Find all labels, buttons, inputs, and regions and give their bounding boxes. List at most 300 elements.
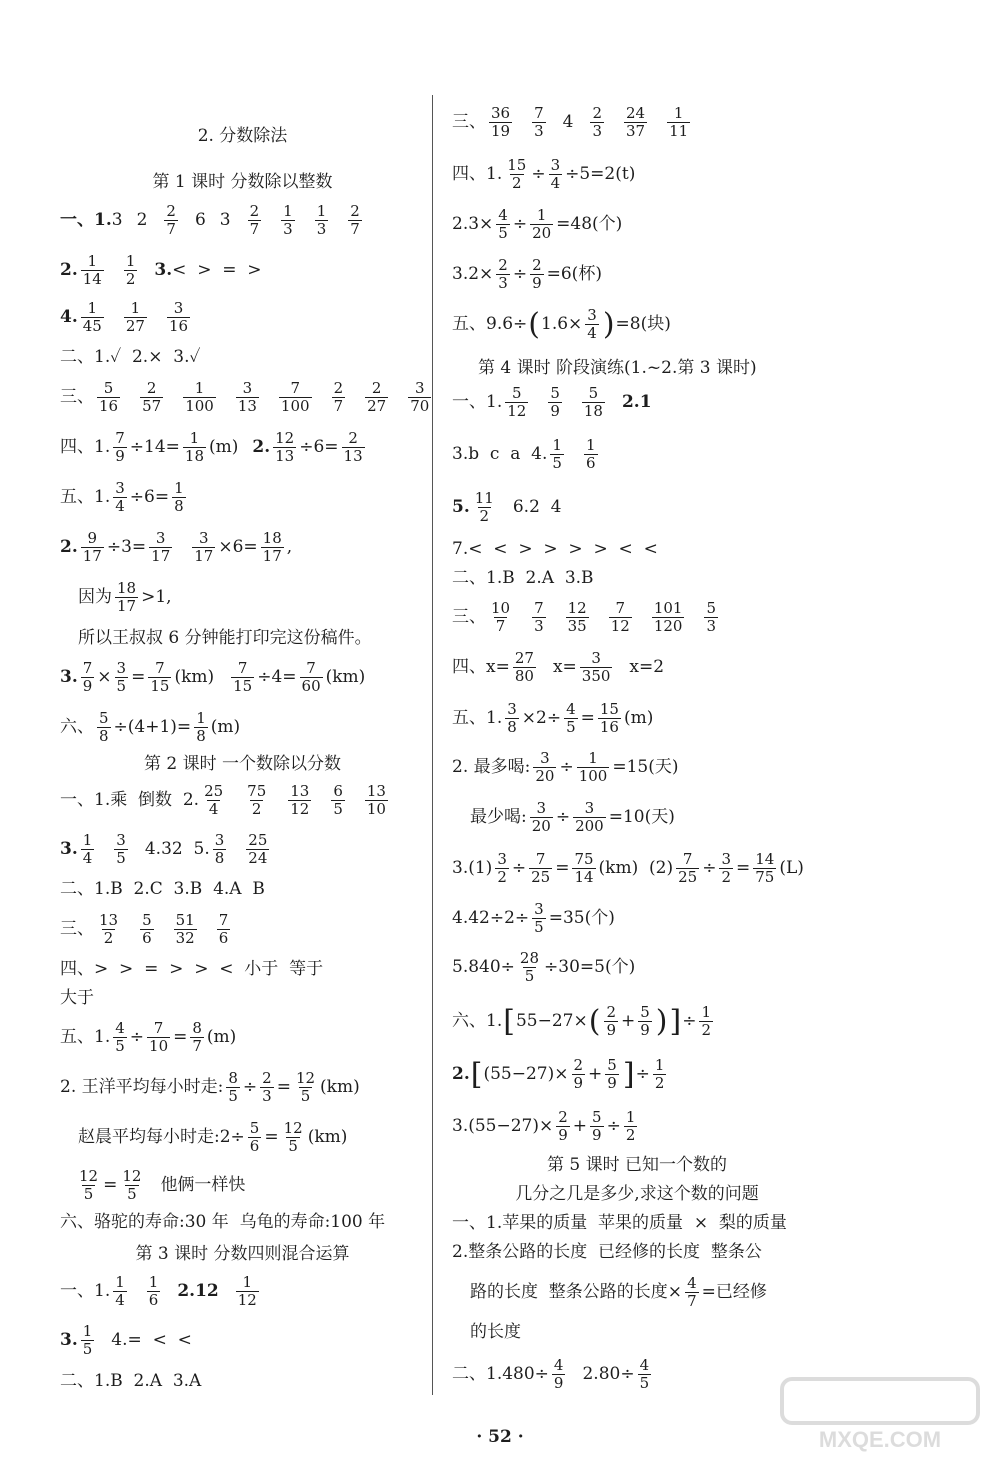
numerator: 2 bbox=[262, 1069, 272, 1087]
answer-text: 2. bbox=[252, 437, 271, 458]
fraction bbox=[532, 901, 546, 937]
numerator: 1 bbox=[654, 1056, 665, 1074]
denominator: 3 bbox=[534, 617, 544, 636]
denominator: 20 bbox=[532, 224, 552, 243]
fraction bbox=[81, 660, 95, 696]
l2-q11: 六、骆驼的寿命:30 年 乌龟的寿命:100 年 bbox=[60, 1212, 386, 1232]
fraction bbox=[572, 851, 595, 887]
denominator: 17 bbox=[194, 547, 214, 566]
l1-q8 bbox=[60, 480, 189, 516]
answer-text: (m) bbox=[623, 708, 654, 729]
answer-text: ÷ bbox=[531, 164, 546, 185]
answer-text: >1, bbox=[141, 587, 172, 608]
denominator: 8 bbox=[99, 727, 109, 746]
answer-text: (km) bbox=[174, 667, 215, 688]
answer-text: = bbox=[276, 1077, 291, 1098]
denominator: 7 bbox=[495, 617, 506, 636]
denominator: 5 bbox=[83, 1185, 94, 1204]
answer-text: 五、1. bbox=[60, 487, 111, 508]
answer-text: 2. 最多喝: bbox=[452, 757, 531, 778]
denominator: 7 bbox=[192, 1037, 202, 1056]
answer-text: (m) bbox=[210, 717, 241, 738]
denominator: 19 bbox=[491, 122, 511, 141]
answer-text: 四、x= bbox=[452, 657, 510, 678]
numerator: 3 bbox=[414, 379, 425, 397]
l2-q2 bbox=[60, 832, 272, 868]
answer-text: 一、1. bbox=[60, 210, 112, 231]
numerator: 11 bbox=[474, 489, 494, 507]
answer-text: (m) bbox=[206, 1027, 237, 1048]
denominator: 5 bbox=[116, 849, 126, 868]
numerator: 1 bbox=[701, 1003, 712, 1021]
denominator: 5 bbox=[82, 1340, 93, 1359]
answer-text: 3. bbox=[154, 260, 173, 281]
l5-q5 bbox=[452, 1357, 654, 1393]
denominator: 16 bbox=[99, 397, 119, 416]
answer-text: =15(天) bbox=[612, 757, 679, 778]
numerator: 1 bbox=[552, 436, 562, 454]
fraction bbox=[279, 380, 312, 416]
numerator: 7 bbox=[306, 659, 316, 677]
lesson-5-title-line2: 几分之几是多少,求这个数的问题 bbox=[515, 1184, 759, 1204]
fraction bbox=[174, 912, 197, 948]
open-bracket-big: [ bbox=[470, 1056, 483, 1092]
denominator: 5 bbox=[639, 1374, 650, 1393]
fraction bbox=[115, 580, 138, 616]
answer-text: 2. bbox=[60, 537, 78, 558]
fraction bbox=[294, 1070, 317, 1106]
answer-text: 三、 bbox=[60, 387, 94, 408]
denominator: 25 bbox=[678, 868, 698, 887]
numerator: 4 bbox=[553, 1356, 564, 1374]
numerator: 25 bbox=[248, 831, 268, 849]
denominator: 3 bbox=[592, 122, 603, 141]
l3-q3: 二、1.B 2.A 3.A bbox=[60, 1371, 202, 1391]
column-divider bbox=[432, 95, 433, 1395]
answer-text: (m) bbox=[209, 437, 239, 458]
denominator: 100 bbox=[280, 397, 310, 416]
numerator: 7 bbox=[237, 659, 248, 677]
r-q2 bbox=[452, 157, 635, 193]
denominator: 6 bbox=[148, 1291, 159, 1310]
page-number: · 52 · bbox=[476, 1427, 524, 1447]
answer-text: ÷ bbox=[511, 858, 527, 879]
numerator: 75 bbox=[247, 782, 267, 800]
fraction bbox=[552, 1357, 566, 1393]
numerator: 13 bbox=[366, 782, 386, 800]
numerator: 3 bbox=[587, 306, 597, 324]
answer-text: =35(个) bbox=[548, 908, 615, 929]
numerator: 1 bbox=[242, 1273, 253, 1291]
numerator: 5 bbox=[592, 1108, 602, 1126]
denominator: 6 bbox=[142, 929, 152, 948]
r-q5 bbox=[452, 307, 671, 343]
fraction bbox=[172, 480, 186, 516]
denominator: 7 bbox=[333, 397, 344, 416]
answer-text: ÷ bbox=[559, 757, 574, 778]
fraction bbox=[530, 207, 553, 243]
answer-text: (km) bbox=[320, 1077, 360, 1098]
numerator: 7 bbox=[534, 599, 544, 617]
numerator: 7 bbox=[535, 850, 546, 868]
denominator: 60 bbox=[301, 677, 321, 696]
numerator: 7 bbox=[218, 911, 229, 929]
l1-q11: 所以王叔叔 6 分钟能打印完这份稿件。 bbox=[78, 628, 372, 648]
right-column bbox=[452, 0, 822, 1471]
fraction bbox=[77, 1168, 100, 1204]
fraction bbox=[530, 800, 553, 836]
answer-text: 3.(55−27)× bbox=[452, 1116, 554, 1137]
answer-text: = bbox=[555, 858, 570, 879]
numerator: 5 bbox=[706, 599, 717, 617]
answer-text: ÷(4+1)= bbox=[113, 717, 192, 738]
denominator: 5 bbox=[116, 677, 127, 696]
answer-text: =48(个) bbox=[556, 214, 623, 235]
answer-text: 6.2 4 bbox=[512, 497, 562, 518]
answer-text: x= bbox=[552, 657, 577, 678]
denominator: 17 bbox=[82, 547, 102, 566]
l4-q7 bbox=[452, 650, 664, 686]
numerator: 28 bbox=[519, 949, 540, 967]
denominator: 12 bbox=[290, 800, 310, 819]
numerator: 1 bbox=[148, 1273, 159, 1291]
numerator: 7 bbox=[153, 1019, 164, 1037]
numerator: 7 bbox=[155, 659, 165, 677]
denominator: 70 bbox=[410, 397, 430, 416]
fraction bbox=[590, 105, 604, 141]
denominator: 5 bbox=[524, 967, 535, 986]
answer-text: ÷ bbox=[635, 1064, 650, 1085]
denominator: 18 bbox=[184, 447, 204, 466]
answer-text: 2. bbox=[60, 260, 78, 281]
answer-text: 一、1. bbox=[452, 392, 503, 413]
answer-text: 2 bbox=[136, 210, 148, 231]
numerator: 36 bbox=[491, 104, 511, 122]
answer-text: ÷6= bbox=[299, 437, 339, 458]
answer-text: 三、 bbox=[60, 919, 94, 940]
denominator: 17 bbox=[262, 547, 282, 566]
fraction bbox=[624, 105, 647, 141]
answer-text: ÷6= bbox=[129, 487, 170, 508]
answer-text: 赵晨平均每小时走:2÷ bbox=[78, 1127, 245, 1148]
numerator: 1 bbox=[196, 709, 206, 727]
answer-text: 5. bbox=[452, 497, 470, 518]
denominator: 200 bbox=[575, 817, 604, 836]
denominator: 3 bbox=[534, 122, 544, 141]
numerator: 1 bbox=[673, 104, 684, 122]
numerator: 6 bbox=[333, 782, 343, 800]
l1-q10 bbox=[78, 580, 172, 616]
numerator: 2 bbox=[558, 1108, 568, 1126]
numerator: 1 bbox=[316, 202, 327, 220]
fraction bbox=[315, 203, 329, 239]
answer-text: =10(天) bbox=[608, 807, 675, 828]
l4-q2 bbox=[452, 437, 601, 473]
denominator: 9 bbox=[82, 677, 93, 696]
l5-q3 bbox=[470, 1275, 767, 1311]
answer-text: 最少喝: bbox=[470, 807, 527, 828]
l5-q1: 一、1.苹果的质量 苹果的质量 × 梨的质量 bbox=[452, 1213, 787, 1233]
numerator: 12 bbox=[275, 429, 295, 447]
numerator: 1 bbox=[82, 831, 93, 849]
numerator: 1 bbox=[536, 206, 547, 224]
denominator: 4 bbox=[115, 1291, 125, 1310]
numerator: 4 bbox=[687, 1274, 697, 1292]
numerator: 15 bbox=[599, 700, 619, 718]
answer-text: 2.80÷ bbox=[582, 1364, 635, 1385]
numerator: 2 bbox=[348, 429, 358, 447]
denominator: 5 bbox=[498, 224, 508, 243]
answer-text: 三、 bbox=[452, 112, 486, 133]
fraction bbox=[489, 600, 512, 636]
answer-text: = bbox=[580, 708, 595, 729]
numerator: 18 bbox=[262, 529, 282, 547]
fraction bbox=[590, 1109, 604, 1145]
denominator: 4 bbox=[208, 800, 219, 819]
close-bracket-big: ] bbox=[622, 1056, 635, 1092]
l1-q9 bbox=[60, 530, 292, 566]
denominator: 5 bbox=[288, 1137, 298, 1156]
denominator: 5 bbox=[228, 1087, 238, 1106]
numerator: 3 bbox=[214, 831, 225, 849]
numerator: 2 bbox=[532, 256, 542, 274]
fraction bbox=[281, 203, 295, 239]
numerator: 5 bbox=[103, 379, 114, 397]
answer-text: 因为 bbox=[78, 587, 112, 608]
fraction bbox=[365, 783, 388, 819]
fraction bbox=[577, 750, 610, 786]
lesson-5-title-line1: 第 5 课时 已知一个数的 bbox=[546, 1155, 728, 1175]
l4-q3 bbox=[452, 490, 562, 526]
l2-q6: 大于 bbox=[60, 988, 94, 1008]
l2-q1 bbox=[60, 783, 391, 819]
answer-text: 路的长度 整条公路的长度× bbox=[470, 1282, 683, 1303]
answer-text: < > = > bbox=[172, 260, 262, 281]
fraction bbox=[505, 385, 528, 421]
lesson-4-title: 第 4 课时 阶段演练(1.~2.第 3 课时) bbox=[478, 358, 757, 378]
numerator: 3 bbox=[115, 479, 125, 497]
answer-text: 六、1. bbox=[452, 1011, 503, 1032]
answer-text: ÷14= bbox=[129, 437, 180, 458]
fraction bbox=[288, 783, 311, 819]
fraction bbox=[213, 832, 227, 868]
numerator: 2 bbox=[166, 202, 176, 220]
numerator: 5 bbox=[142, 911, 152, 929]
denominator: 15 bbox=[233, 677, 253, 696]
l4-q16 bbox=[452, 1109, 640, 1145]
answer-text: = bbox=[131, 667, 146, 688]
l4-q1 bbox=[452, 385, 652, 421]
answer-text: 3.b c a 4. bbox=[452, 444, 548, 465]
denominator: 9 bbox=[553, 1374, 564, 1393]
answer-text: 4.42÷2÷ bbox=[452, 908, 530, 929]
numerator: 8 bbox=[228, 1069, 238, 1087]
numerator: 3 bbox=[173, 299, 184, 317]
answer-text: = bbox=[103, 1175, 118, 1196]
l4-q8 bbox=[452, 701, 653, 737]
denominator: 45 bbox=[82, 317, 102, 336]
numerator: 3 bbox=[540, 749, 550, 767]
denominator: 17 bbox=[151, 547, 171, 566]
denominator: 3 bbox=[283, 220, 293, 239]
denominator: 3 bbox=[316, 220, 327, 239]
denominator: 5 bbox=[566, 718, 576, 737]
answer-text: ÷ bbox=[512, 264, 528, 285]
denominator: 2 bbox=[701, 1021, 712, 1040]
l1-q2 bbox=[60, 253, 262, 289]
answer-text: 3 bbox=[111, 210, 123, 231]
denominator: 100 bbox=[185, 397, 214, 416]
fraction bbox=[261, 530, 284, 566]
fraction bbox=[236, 1274, 259, 1310]
numerator: 4 bbox=[566, 700, 576, 718]
denominator: 6 bbox=[249, 1137, 260, 1156]
answer-text: 2. 王洋平均每小时走: bbox=[60, 1077, 224, 1098]
denominator: 57 bbox=[142, 397, 162, 416]
denominator: 17 bbox=[117, 597, 137, 616]
fraction bbox=[584, 437, 598, 473]
l4-q11 bbox=[452, 851, 804, 887]
denominator: 9 bbox=[592, 1126, 602, 1145]
l4-q4: 7.< < > > > > < < bbox=[452, 539, 658, 559]
open-paren-big: ( bbox=[528, 306, 540, 342]
numerator: 3 bbox=[155, 529, 166, 547]
numerator: 2 bbox=[498, 256, 508, 274]
denominator: 8 bbox=[214, 849, 225, 868]
l1-q5: 二、1.✓ 2.× 3.✓ bbox=[60, 347, 201, 367]
answer-text: 1.6× bbox=[541, 314, 583, 335]
numerator: 2 bbox=[592, 104, 603, 122]
answer-text: (km) (2) bbox=[598, 858, 674, 879]
answer-text: 二、1.480÷ bbox=[452, 1364, 549, 1385]
fraction bbox=[147, 1274, 161, 1310]
answer-text: (L) bbox=[779, 858, 804, 879]
denominator: 4 bbox=[82, 849, 93, 868]
fraction bbox=[548, 385, 562, 421]
fraction bbox=[183, 380, 216, 416]
answer-text: 3. bbox=[60, 1330, 78, 1351]
fraction bbox=[676, 851, 699, 887]
fraction bbox=[582, 385, 605, 421]
fraction bbox=[704, 600, 718, 636]
answer-text: = bbox=[264, 1127, 279, 1148]
numerator: 13 bbox=[290, 782, 310, 800]
numerator: 5 bbox=[607, 1056, 617, 1074]
numerator: 3 bbox=[497, 850, 507, 868]
numerator: 12 bbox=[295, 1069, 316, 1087]
denominator: 24 bbox=[248, 849, 268, 868]
numerator: 51 bbox=[175, 911, 195, 929]
fraction bbox=[505, 701, 519, 737]
l2-q4 bbox=[60, 912, 233, 948]
l2-q5: 四、> > = > > < 小于 等于 bbox=[60, 959, 324, 979]
l3-q2 bbox=[60, 1323, 192, 1359]
fraction bbox=[532, 105, 546, 141]
fraction bbox=[518, 950, 541, 986]
denominator: 5 bbox=[300, 1087, 311, 1106]
answer-text: 四、1. bbox=[452, 164, 503, 185]
answer-text: 5.840÷ bbox=[452, 957, 515, 978]
denominator: 9 bbox=[532, 274, 542, 293]
fraction bbox=[217, 912, 231, 948]
answer-text: 五、1. bbox=[60, 1027, 111, 1048]
fraction bbox=[81, 530, 104, 566]
numerator: 24 bbox=[626, 104, 646, 122]
denominator: 3 bbox=[498, 274, 508, 293]
answer-text: 2. bbox=[452, 1064, 470, 1085]
fraction bbox=[113, 1020, 127, 1056]
denominator: 13 bbox=[343, 447, 363, 466]
denominator: 7 bbox=[350, 220, 360, 239]
numerator: 15 bbox=[507, 156, 527, 174]
close-bracket-big: ] bbox=[669, 1003, 682, 1039]
l4-q14 bbox=[452, 1004, 716, 1040]
numerator: 2 bbox=[146, 379, 157, 397]
fraction bbox=[120, 1168, 143, 1204]
answer-text: ÷3= bbox=[106, 537, 147, 558]
fraction bbox=[667, 105, 690, 141]
answer-text: =8(块) bbox=[615, 314, 671, 335]
denominator: 10 bbox=[366, 800, 386, 819]
l2-q7 bbox=[60, 1020, 236, 1056]
close-paren-big: ) bbox=[602, 306, 615, 342]
fraction bbox=[248, 1120, 262, 1156]
fraction bbox=[699, 1004, 713, 1040]
numerator: 9 bbox=[87, 529, 98, 547]
answer-text: (km) bbox=[307, 1127, 348, 1148]
numerator: 25 bbox=[204, 782, 224, 800]
answer-text: 五、1. bbox=[452, 708, 503, 729]
numerator: 5 bbox=[588, 384, 599, 402]
fraction bbox=[81, 253, 104, 289]
numerator: 1 bbox=[130, 299, 141, 317]
fraction bbox=[529, 851, 552, 887]
numerator: 1 bbox=[82, 1322, 93, 1340]
numerator: 7 bbox=[534, 104, 544, 122]
numerator: 4 bbox=[115, 1019, 125, 1037]
denominator: 14 bbox=[574, 868, 594, 887]
fraction bbox=[140, 380, 163, 416]
answer-text: 2.12 bbox=[177, 1281, 219, 1302]
numerator: 2 bbox=[371, 379, 382, 397]
fraction bbox=[97, 380, 120, 416]
denominator: 2 bbox=[103, 929, 114, 948]
numerator: 7 bbox=[615, 599, 626, 617]
denominator: 8 bbox=[507, 718, 517, 737]
fraction bbox=[566, 600, 589, 636]
fraction bbox=[495, 851, 509, 887]
answer-text: 4.32 5. bbox=[144, 839, 210, 860]
fraction bbox=[81, 832, 95, 868]
numerator: 7 bbox=[290, 379, 301, 397]
fraction bbox=[81, 1323, 95, 1359]
numerator: 1 bbox=[585, 436, 596, 454]
denominator: 9 bbox=[558, 1126, 568, 1145]
answer-text: =已经修 bbox=[701, 1282, 767, 1303]
numerator: 3 bbox=[242, 379, 253, 397]
denominator: 9 bbox=[115, 447, 125, 466]
answer-text: 六、 bbox=[60, 717, 94, 738]
denominator: 10 bbox=[149, 1037, 169, 1056]
answer-text: ÷ bbox=[606, 1116, 621, 1137]
denominator: 9 bbox=[640, 1021, 650, 1040]
fraction bbox=[530, 257, 544, 293]
answer-text: 3. bbox=[60, 839, 78, 860]
answer-text: 6 bbox=[194, 210, 206, 231]
denominator: 8 bbox=[174, 497, 184, 516]
denominator: 7 bbox=[166, 220, 176, 239]
fraction bbox=[365, 380, 388, 416]
